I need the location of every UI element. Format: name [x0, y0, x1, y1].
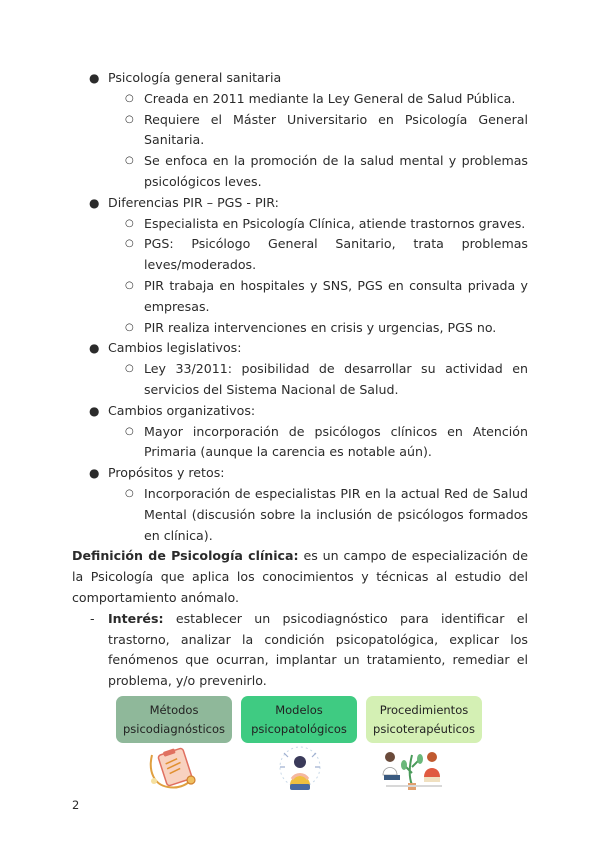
interest-text: establecer un psicodiagnóstico para identificar el trastorno, analizar la condición psicopatológica, explicar los fenómenos que ocurran, implantar un tratamiento, remediar el problema, y/o prevenirlo.	[108, 610, 528, 689]
bullet-icon: ●	[89, 341, 100, 356]
list-item: ○ Se enfoca en la promoción de la salud mental y problemas psicológicos leves.	[125, 153, 528, 189]
interest-item	[72, 609, 528, 692]
concept-box-models: Modelos psicopatológicos	[241, 696, 357, 743]
circle-bullet-icon: ○	[125, 155, 134, 167]
bullet-icon: ●	[89, 195, 100, 210]
list-item: ○ Mayor incorporación de psicólogos clínicos en Atención Primaria (aunque la carencia es notable aún).	[125, 423, 528, 460]
bullet-icon: ●	[89, 71, 100, 85]
section-title: Diferencias PIR – PGS - PIR:	[108, 194, 279, 210]
list-item: ○ Incorporación de especialistas PIR en la actual Red de Salud Mental (discusión sobre la inclusión de psicólogos formados en clínica).	[125, 485, 528, 543]
circle-bullet-icon: ○	[125, 425, 134, 437]
definition-paragraph	[72, 546, 528, 608]
topic-list	[72, 68, 528, 546]
bullet-icon: ●	[89, 403, 100, 418]
dash-bullet: -	[90, 610, 95, 626]
list-item	[72, 401, 528, 463]
circle-bullet-icon: ○	[125, 487, 134, 499]
circle-bullet-icon: ○	[125, 279, 134, 291]
circle-bullet-icon: ○	[125, 217, 134, 229]
circle-bullet-icon: ○	[125, 238, 134, 250]
circle-bullet-icon: ○	[125, 92, 134, 104]
list-item	[72, 193, 528, 339]
page-number: 2	[72, 798, 80, 812]
list-item: ○ PGS: Psicólogo General Sanitario, trata problemas leves/moderados.	[125, 236, 528, 273]
therapy-session-icon	[378, 745, 446, 793]
clipboard-stethoscope-icon	[144, 745, 204, 793]
section-title: Propósitos y retos:	[108, 465, 225, 481]
definition-term: Definición de Psicología clínica:	[72, 548, 299, 564]
bullet-icon: ●	[89, 466, 100, 481]
list-item	[72, 338, 528, 400]
list-item	[72, 463, 528, 546]
circle-bullet-icon: ○	[125, 321, 134, 333]
concept-box-procedures: Procedimientos psicoterapéuticos	[366, 696, 482, 743]
circle-bullet-icon: ○	[125, 113, 134, 125]
concept-boxes	[0, 696, 600, 796]
list-item: ○ PIR trabaja en hospitales y SNS, PGS en consulta privada y empresas.	[125, 277, 528, 314]
list-item	[72, 68, 528, 193]
list-item: ○ PIR realiza intervenciones en crisis y urgencias, PGS no.	[108, 318, 528, 339]
interest-label: Interés:	[108, 610, 164, 626]
list-item: ○ Creada en 2011 mediante la Ley General de Salud Pública.	[108, 89, 528, 110]
section-title: Psicología general sanitaria	[108, 70, 282, 85]
list-item: ○ Especialista en Psicología Clínica, atiende trastornos graves.	[108, 214, 528, 235]
list-item: ○ Ley 33/2011: posibilidad de desarrollar su actividad en servicios del Sistema Nacional de Salud.	[125, 361, 528, 397]
stressed-person-icon	[270, 745, 330, 793]
circle-bullet-icon: ○	[125, 363, 134, 375]
page-content	[72, 68, 528, 692]
section-title: Cambios organizativos:	[108, 402, 256, 418]
list-item: ○ Requiere el Máster Universitario en Psicología General Sanitaria.	[125, 111, 528, 148]
concept-box-methods: Métodos psicodiagnósticos	[116, 696, 232, 743]
section-title: Cambios legislativos:	[108, 340, 242, 356]
definition-text: es un campo de especialización de la Psicología que aplica los conocimientos y técnicas al estudio del comportamiento anómalo.	[72, 548, 529, 605]
